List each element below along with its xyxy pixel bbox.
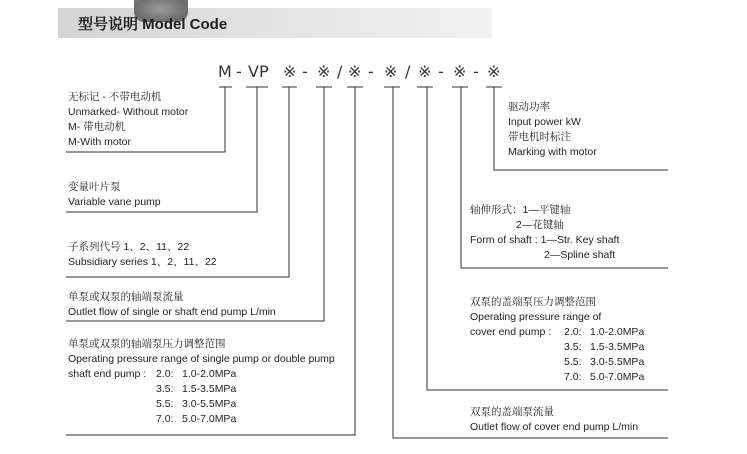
- code-separator: -: [302, 62, 308, 81]
- code-separator: -: [438, 62, 444, 81]
- code-segment-x4: ※: [384, 62, 398, 81]
- code-segment-x7: ※: [487, 62, 501, 81]
- shaft-form-description: 轴伸形式：1—平键轴 2—花键轴 Form of shaft : 1—Str. Key shaft 2—Spline shaft: [470, 204, 620, 261]
- code-segment-m: M: [218, 62, 232, 81]
- shaft-pressure-description: 单泵或双泵的轴端泵压力调整范围 Operating pressure range of single pump or double pump shaft end pump : 2.0: 1.0-2.0MPa 3.5: 1.5-3.5MPa 5.5: 3.0-5.5MPa 7.0: 5.0-7.0MPa: [68, 338, 335, 425]
- page-title: 型号说明 Model Code: [78, 16, 228, 33]
- code-segment-x6: ※: [453, 62, 467, 81]
- motor-description: 无标记 - 不带电动机 Unmarked- Without motor M- 带电动机 M-With motor: [68, 91, 189, 148]
- series-description: 子系列代号 1、2、11、22 Subsidiary series 1、2、11、22: [68, 241, 217, 268]
- cover-pressure-description: 双泵的盖端泵压力调整范围 Operating pressure range of cover end pump : 2.0: 1.0-2.0MPa 3.5: 1.5-3.5MPa 5.5: 3.0-5.5MPa 7.0: 5.0-7.0MPa: [470, 296, 645, 383]
- power-description: 驱动功率 Input power kW 带电机时标注 Marking with motor: [508, 101, 597, 158]
- pump-type-description: 变量叶片泵 Variable vane pump: [68, 181, 161, 208]
- code-segment-x2: ※: [317, 62, 331, 81]
- code-separator: -: [473, 62, 479, 81]
- code-separator: -: [236, 62, 242, 81]
- code-segment-x5: ※: [418, 62, 432, 81]
- code-segment-vp: VP: [248, 62, 269, 81]
- shaft-flow-description: 单泵或双泵的轴端泵流量 Outlet flow of single or shaft end pump L/min: [68, 291, 276, 318]
- code-slash: /: [337, 62, 343, 81]
- code-separator: -: [368, 62, 374, 81]
- code-segment-x1: ※: [283, 62, 297, 81]
- cover-flow-description: 双泵的盖端泵流量 Outlet flow of cover end pump L/min: [470, 406, 639, 433]
- code-segment-x3: ※: [348, 62, 362, 81]
- code-slash: /: [405, 62, 411, 81]
